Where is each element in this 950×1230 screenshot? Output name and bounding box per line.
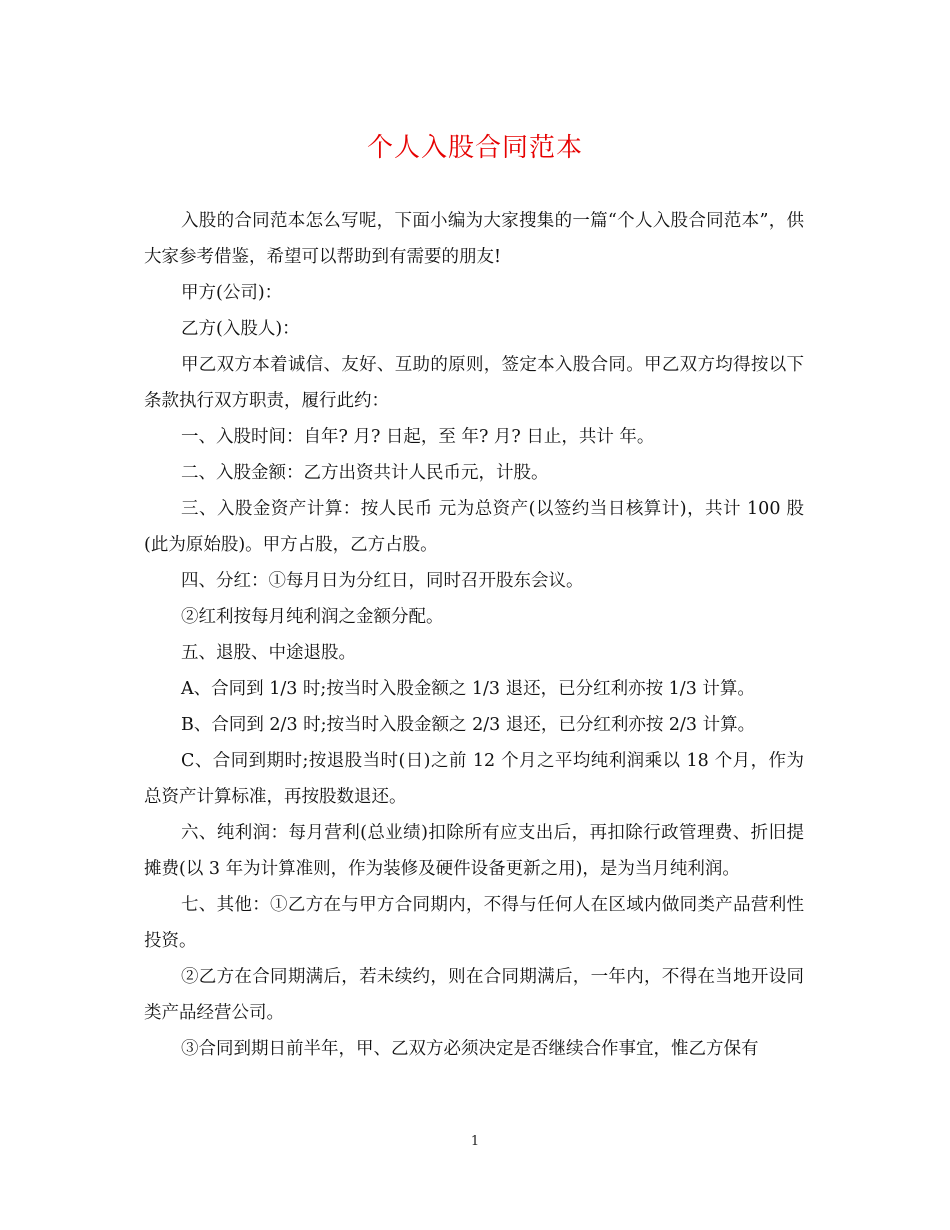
clause-7-other: 七、其他：①乙方在与甲方合同期内，不得与任何人在区域内做同类产品营利性投资。 [144,895,804,951]
party-b-line: 乙方(入股人)： [181,319,300,339]
clause-7-item-2: ②乙方在合同期满后，若未续约，则在合同期满后，一年内，不得在当地开设同类产品经营公司。 [144,967,804,1023]
clause-5-withdrawal: 五、退股、中途退股。 [181,643,356,663]
party-a-line: 甲方(公司)： [181,283,283,303]
clause-3-assets: 三、入股金资产计算：按人民币 元为总资产(以签约当日核算计)，共计 100 股(此为原始股)。甲方占股，乙方占股。 [144,499,804,555]
clause-4-dividend-note: ②红利按每月纯利润之金额分配。 [181,607,444,627]
clause-5-item-a: A、合同到 1/3 时;按当时入股金额之 1/3 退还，已分红利亦按 1/3 计算。 [181,679,755,699]
clause-7-item-3: ③合同到期日前半年，甲、乙双方必须决定是否继续合作事宜，惟乙方保有 [181,1039,759,1059]
agreement-preamble: 甲乙双方本着诚信、友好、互助的原则，签定本入股合同。甲乙双方均得按以下条款执行双方职责，履行此约： [144,355,804,411]
clause-5-item-c: C、合同到期时;按退股当时(日)之前 12 个月之平均纯利润乘以 18 个月，作为总资产计算标准，再按股数退还。 [144,751,804,807]
clause-1-time: 一、入股时间：自年? 月? 日起，至 年? 月? 日止，共计 年。 [181,427,655,447]
clause-4-dividend: 四、分红：①每月日为分红日，同时召开股东会议。 [181,571,584,591]
document-body [144,203,804,1067]
intro-paragraph: 入股的合同范本怎么写呢，下面小编为大家搜集的一篇“个人入股合同范本”，供大家参考借鉴，希望可以帮助到有需要的朋友! [144,211,804,267]
clause-6-net-profit: 六、纯利润：每月营利(总业绩)扣除所有应支出后，再扣除行政管理费、折旧提摊费(以 3 年为计算准则，作为装修及硬件设备更新之用)，是为当月纯利润。 [144,823,804,879]
clause-2-amount: 二、入股金额：乙方出资共计人民币元，计股。 [181,463,549,483]
document-title: 个人入股合同范本 [366,133,583,163]
clause-5-item-b: B、合同到 2/3 时;按当时入股金额之 2/3 退还，已分红利亦按 2/3 计算。 [181,715,756,735]
page-number: 1 [470,1134,480,1149]
